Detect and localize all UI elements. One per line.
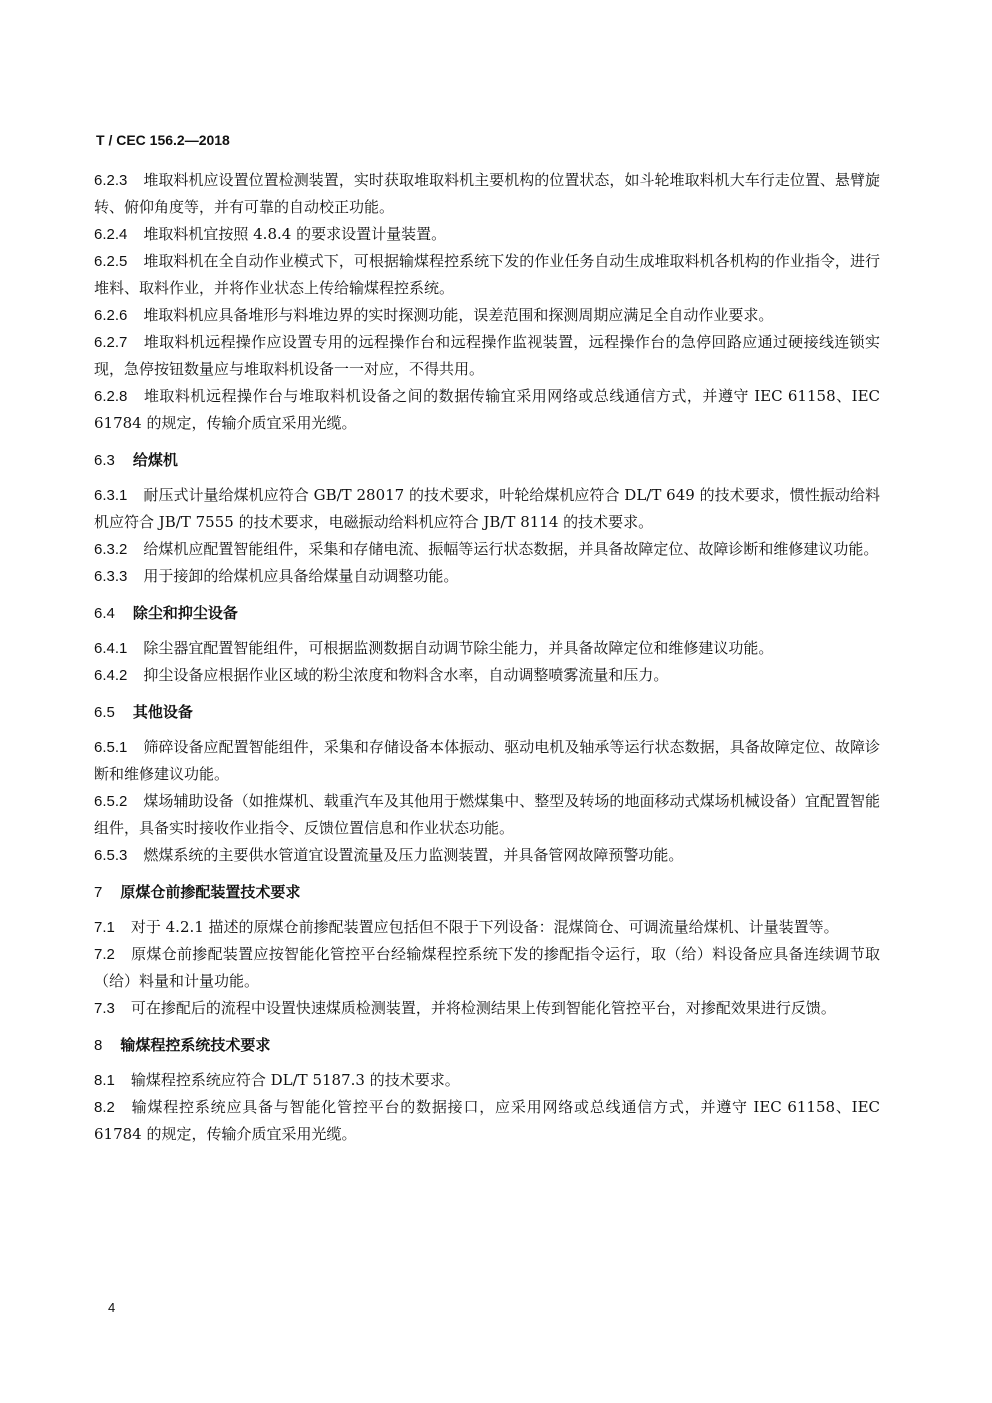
clause-text: 抑尘设备应根据作业区域的粉尘浓度和物料含水率，自动调整喷雾流量和压力。 — [143, 666, 669, 684]
clause-number: 6.2.8 — [94, 388, 128, 405]
clause-text: 用于接卸的给煤机应具备给煤量自动调整功能。 — [143, 567, 459, 585]
clause-number: 6.2.3 — [94, 172, 128, 189]
clause-paragraph — [94, 914, 880, 941]
clause-paragraph — [94, 635, 880, 662]
section-number: 6.4 — [94, 605, 115, 622]
clause-paragraph — [94, 995, 880, 1022]
clause-paragraph — [94, 167, 880, 221]
section-title: 原煤仓前掺配装置技术要求 — [120, 883, 301, 901]
section-number: 7 — [94, 884, 103, 901]
clause-text: 给煤机应配置智能组件，采集和存储电流、振幅等运行状态数据，并具备故障定位、故障诊断和维修建议功能。 — [143, 540, 879, 558]
clause-paragraph — [94, 788, 880, 842]
clause-number: 7.3 — [94, 1000, 115, 1017]
clause-paragraph — [94, 302, 880, 329]
clause-paragraph — [94, 1094, 880, 1148]
clause-paragraph — [94, 662, 880, 689]
clause-number: 6.4.2 — [94, 667, 128, 684]
clause-number: 6.2.4 — [94, 226, 128, 243]
clause-text: 对于 4.2.1 描述的原煤仓前掺配装置应包括但不限于下列设备：混煤筒仓、可调流量给煤机、计量装置等。 — [130, 918, 839, 936]
clause-text: 堆取料机远程操作台与堆取料机设备之间的数据传输宜采用网络或总线通信方式，并遵守 IEC 61158、IEC 61784 的规定，传输介质宜采用光缆。 — [94, 387, 880, 432]
clause-paragraph — [94, 329, 880, 383]
section-title: 输煤程控系统技术要求 — [120, 1036, 271, 1054]
clause-paragraph — [94, 248, 880, 302]
clause-number: 6.5.1 — [94, 739, 128, 756]
page-number: 4 — [108, 1300, 116, 1315]
section-heading — [94, 600, 880, 627]
clause-text: 原煤仓前掺配装置应按智能化管控平台经输煤程控系统下发的掺配指令运行，取（给）料设备应具备连续调节取（给）料量和计量功能。 — [94, 945, 880, 990]
clause-number: 6.4.1 — [94, 640, 128, 657]
clause-number: 8.2 — [94, 1099, 115, 1116]
clause-number: 7.2 — [94, 946, 115, 963]
clause-number: 6.2.6 — [94, 307, 128, 324]
section-title: 其他设备 — [132, 703, 193, 721]
clause-paragraph — [94, 842, 880, 869]
clause-paragraph — [94, 383, 880, 437]
clause-paragraph — [94, 1067, 880, 1094]
clause-text: 输煤程控系统应具备与智能化管控平台的数据接口，应采用网络或总线通信方式，并遵守 IEC 61158、IEC 61784 的规定，传输介质宜采用光缆。 — [94, 1098, 880, 1143]
clause-text: 耐压式计量给煤机应符合 GB/T 28017 的技术要求，叶轮给煤机应符合 DL/T 649 的技术要求，惯性振动给料机应符合 JB/T 7555 的技术要求，电磁振动给料机应符合 JB/T 8114 的技术要求。 — [94, 486, 880, 531]
clause-number: 6.2.5 — [94, 253, 128, 270]
clause-paragraph — [94, 482, 880, 536]
section-heading — [94, 699, 880, 726]
clause-text: 堆取料机宜按照 4.8.4 的要求设置计量装置。 — [143, 225, 447, 243]
section-number: 6.3 — [94, 452, 115, 469]
section-heading — [94, 1032, 880, 1059]
clause-number: 6.3.2 — [94, 541, 128, 558]
section-heading — [94, 447, 880, 474]
clause-number: 8.1 — [94, 1072, 115, 1089]
clause-number: 6.3.3 — [94, 568, 128, 585]
clause-paragraph — [94, 221, 880, 248]
clause-paragraph — [94, 734, 880, 788]
clause-text: 堆取料机应具备堆形与料堆边界的实时探测功能，误差范围和探测周期应满足全自动作业要求。 — [143, 306, 774, 324]
clause-paragraph — [94, 536, 880, 563]
clause-text: 堆取料机远程操作应设置专用的远程操作台和远程操作监视装置，远程操作台的急停回路应通过硬接线连锁实现，急停按钮数量应与堆取料机设备一一对应，不得共用。 — [94, 333, 880, 378]
clause-text: 可在掺配后的流程中设置快速煤质检测装置，并将检测结果上传到智能化管控平台，对掺配效果进行反馈。 — [130, 999, 836, 1017]
clause-text: 堆取料机应设置位置检测装置，实时获取堆取料机主要机构的位置状态，如斗轮堆取料机大车行走位置、悬臂旋转、俯仰角度等，并有可靠的自动校正功能。 — [94, 171, 880, 216]
clause-number: 6.5.3 — [94, 847, 128, 864]
clause-text: 燃煤系统的主要供水管道宜设置流量及压力监测装置，并具备管网故障预警功能。 — [143, 846, 684, 864]
clause-paragraph — [94, 941, 880, 995]
section-title: 给煤机 — [132, 451, 178, 469]
clause-number: 6.5.2 — [94, 793, 128, 810]
clause-text: 煤场辅助设备（如推煤机、载重汽车及其他用于燃煤集中、整型及转场的地面移动式煤场机械设备）宜配置智能组件，具备实时接收作业指令、反馈位置信息和作业状态功能。 — [94, 792, 880, 837]
section-heading — [94, 879, 880, 906]
clause-number: 7.1 — [94, 919, 115, 936]
section-number: 8 — [94, 1037, 103, 1054]
clause-number: 6.2.7 — [94, 334, 128, 351]
clause-number: 6.3.1 — [94, 487, 128, 504]
section-number: 6.5 — [94, 704, 115, 721]
document-id-header: T / CEC 156.2—2018 — [96, 132, 230, 148]
clause-text: 输煤程控系统应符合 DL/T 5187.3 的技术要求。 — [130, 1071, 460, 1089]
clause-text: 堆取料机在全自动作业模式下，可根据输煤程控系统下发的作业任务自动生成堆取料机各机构的作业指令，进行堆料、取料作业，并将作业状态上传给输煤程控系统。 — [94, 252, 880, 297]
clause-text: 除尘器宜配置智能组件，可根据监测数据自动调节除尘能力，并具备故障定位和维修建议功能。 — [143, 639, 774, 657]
clause-paragraph — [94, 563, 880, 590]
document-body — [94, 167, 880, 1148]
clause-text: 筛碎设备应配置智能组件，采集和存储设备本体振动、驱动电机及轴承等运行状态数据，具备故障定位、故障诊断和维修建议功能。 — [94, 738, 880, 783]
section-title: 除尘和抑尘设备 — [132, 604, 238, 622]
